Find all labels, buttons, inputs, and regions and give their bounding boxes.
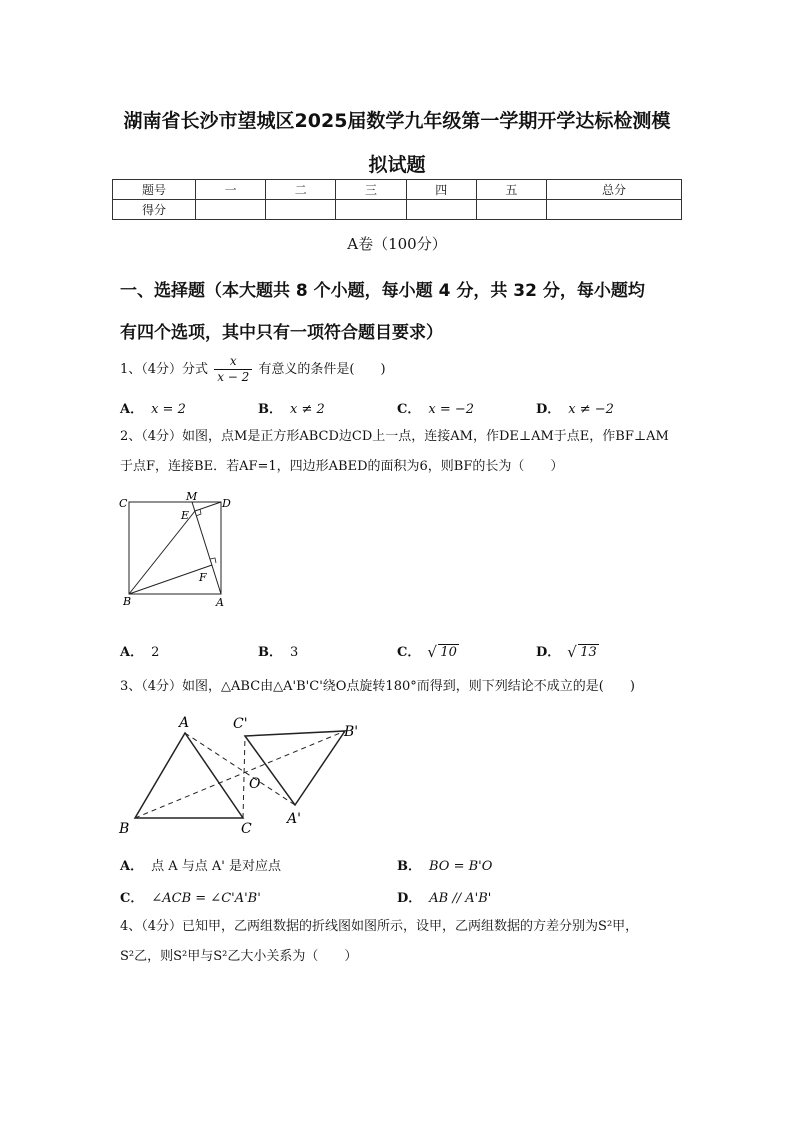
- option-label: C．: [397, 402, 421, 417]
- q1-fraction-numerator: x: [214, 354, 252, 370]
- question-2-continued: 于点F，连接BE．若AF=1，四边形ABED的面积为6，则BF的长为（ ）: [120, 459, 564, 474]
- question-4-continued: S²乙，则S²甲与S²乙大小关系为（ ）: [120, 949, 358, 964]
- q3-option-a: [120, 855, 281, 874]
- score-header-cell: 题号: [113, 180, 196, 200]
- score-table-header-row: [113, 180, 682, 200]
- option-label: B．: [258, 645, 282, 660]
- q1-fraction-denominator: x − 2: [217, 370, 250, 384]
- score-header-cell: 一: [196, 180, 266, 200]
- option-text: BO = B'O: [429, 859, 493, 874]
- page-title: 湖南省长沙市望城区2025届数学九年级第一学期开学达标检测模: [123, 110, 671, 132]
- score-header-cell: 二: [266, 180, 336, 200]
- q2-label-a: A: [216, 596, 224, 609]
- q3-label-c: C: [241, 821, 252, 837]
- option-text: ∠ACB = ∠C'A'B': [151, 891, 261, 906]
- q3-label-b: B: [119, 821, 130, 837]
- q2-square-figure: [115, 488, 235, 613]
- score-cell: [406, 200, 476, 220]
- option-label: A．: [120, 402, 144, 417]
- option-label: C．: [397, 645, 421, 660]
- option-text: 10: [440, 645, 457, 660]
- score-cell: [196, 200, 266, 220]
- option-label: B．: [258, 402, 282, 417]
- score-table: [112, 179, 682, 220]
- score-cell: [266, 200, 336, 220]
- option-text: x ≠ 2: [290, 402, 325, 417]
- question-2: 2、（4分）如图，点M是正方形ABCD边CD上一点，连接AM，作DE⊥AM于点E，作BF⊥AM: [120, 429, 669, 444]
- q3-option-d: [397, 887, 491, 906]
- score-cell: [476, 200, 546, 220]
- option-text: AB // A'B': [429, 891, 492, 906]
- q1-suffix: 有意义的条件是( ): [258, 362, 386, 377]
- q2-option-b: [258, 641, 298, 660]
- q3-label-o: O: [249, 776, 261, 792]
- option-label: D．: [397, 891, 422, 906]
- q3-option-b: [397, 855, 492, 874]
- q2-option-d: [536, 641, 599, 660]
- q2-label-f: F: [199, 571, 207, 584]
- page-title-continued: 拟试题: [368, 154, 426, 176]
- q3-label-a: A: [179, 715, 190, 731]
- part1-heading: 一、选择题（本大题共 8 个小题，每小题 4 分，共 32 分，每小题均: [120, 281, 645, 301]
- option-text: 13: [580, 645, 597, 660]
- sqrt-icon: [428, 645, 459, 660]
- question-1: [120, 354, 386, 385]
- section-a-heading: A卷（100分）: [347, 235, 447, 253]
- q3-label-b-prime: B': [344, 724, 359, 740]
- q3-rotation-figure: [115, 708, 375, 838]
- q1-option-d: [536, 398, 614, 417]
- option-label: A．: [120, 859, 144, 874]
- q2-option-c: [397, 641, 459, 660]
- question-3: 3、（4分）如图，△ABC由△A'B'C'绕O点旋转180°而得到，则下列结论不成立的是( ): [120, 679, 635, 694]
- q3-label-a-prime: A': [287, 811, 301, 827]
- q2-label-d: D: [222, 497, 231, 510]
- score-cell: [336, 200, 406, 220]
- option-text: x = −2: [428, 402, 475, 417]
- q1-option-b: [258, 398, 325, 417]
- option-text: x ≠ −2: [568, 402, 614, 417]
- score-header-cell: 五: [476, 180, 546, 200]
- q2-label-b: B: [123, 595, 132, 608]
- part1-heading-continued: 有四个选项，其中只有一项符合题目要求）: [120, 323, 443, 343]
- score-header-cell: 总分: [547, 180, 682, 200]
- score-cell: [547, 200, 682, 220]
- q2-label-c: C: [119, 497, 128, 510]
- q3-option-c: [120, 887, 261, 906]
- q1-option-c: [397, 398, 474, 417]
- score-header-cell: 三: [336, 180, 406, 200]
- sqrt-icon: [568, 645, 599, 660]
- option-text: 3: [290, 645, 299, 660]
- score-header-cell: 四: [406, 180, 476, 200]
- score-table-score-row: [113, 200, 682, 220]
- q1-fraction: [214, 354, 252, 385]
- q2-label-e: E: [181, 509, 190, 522]
- option-label: A．: [120, 645, 144, 660]
- option-text: 点 A 与点 A' 是对应点: [151, 859, 281, 874]
- score-row-label: 得分: [113, 200, 196, 220]
- question-4: 4、（4分）已知甲，乙两组数据的折线图如图所示，设甲，乙两组数据的方差分别为S²甲，: [120, 919, 639, 934]
- q1-prefix: 1、（4分）分式: [120, 362, 209, 377]
- q3-label-c-prime: C': [233, 716, 248, 732]
- option-label: D．: [536, 402, 561, 417]
- option-text: x = 2: [151, 402, 186, 417]
- q2-label-m: M: [186, 490, 198, 503]
- option-text: 2: [151, 645, 160, 660]
- q2-option-a: [120, 641, 159, 660]
- option-label: D．: [536, 645, 561, 660]
- option-label: B．: [397, 859, 421, 874]
- option-label: C．: [120, 891, 144, 906]
- q1-option-a: [120, 398, 186, 417]
